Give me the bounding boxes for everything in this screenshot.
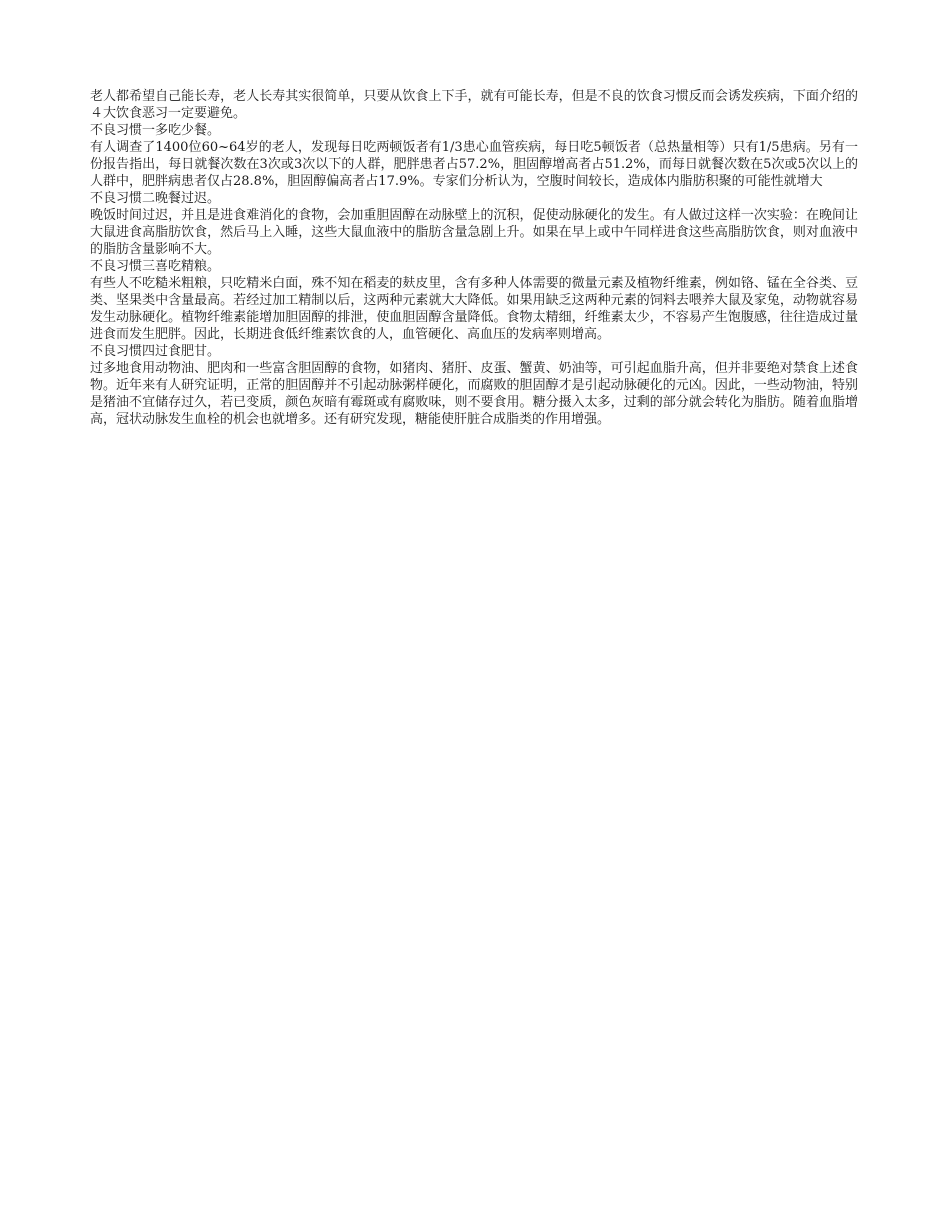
habit-2-heading: 不良习惯二晚餐过迟。 (90, 191, 221, 206)
document-body (90, 88, 858, 428)
habit-4-paragraph: 过多地食用动物油、肥肉和一些富含胆固醇的食物，如猪肉、猪肝、皮蛋、蟹黄、奶油等，可引起血脂升高，但并非要绝对禁食上述食物。近年来有人研究证明，正常的胆固醇并不引起动脉粥样硬化，而腐败的胆固醇才是引起动脉硬化的元凶。因此，一些动物油，特别是猪油不宜储存过久，若已变质，颜色灰暗有霉斑或有腐败味，则不要食用。糖分摄入太多，过剩的部分就会转化为脂肪。随着血脂增高，冠状动脉发生血栓的机会也就增多。还有研究发现，糖能使肝脏合成脂类的作用增强。 (90, 361, 858, 427)
habit-4-heading: 不良习惯四过食肥甘。 (90, 344, 221, 359)
habit-3-paragraph: 有些人不吃糙米粗粮，只吃精米白面，殊不知在稻麦的麸皮里，含有多种人体需要的微量元素及植物纤维素，例如铬、锰在全谷类、豆类、坚果类中含量最高。若经过加工精制以后，这两种元素就大大降低。如果用缺乏这两种元素的饲料去喂养大鼠及家兔，动物就容易发生动脉硬化。植物纤维素能增加胆固醇的排泄，使血胆固醇含量降低。食物太精细，纤维素太少，不容易产生饱腹感，往往造成过量进食而发生肥胖。因此，长期进食低纤维素饮食的人，血管硬化、高血压的发病率则增高。 (90, 276, 858, 342)
intro-paragraph: 老人都希望自己能长寿，老人长寿其实很简单，只要从饮食上下手，就有可能长寿，但是不良的饮食习惯反而会诱发疾病，下面介绍的４大饮食恶习一定要避免。 (90, 89, 858, 121)
habit-2-paragraph: 晚饭时间过迟，并且是进食难消化的食物，会加重胆固醇在动脉壁上的沉积，促使动脉硬化的发生。有人做过这样一次实验：在晚间让大鼠进食高脂肪饮食，然后马上入睡，这些大鼠血液中的脂肪含量急剧上升。如果在早上或中午同样进食这些高脂肪饮食，则对血液中的脂肪含量影响不大。 (90, 208, 858, 257)
habit-1-paragraph: 有人调查了1400位60~64岁的老人，发现每日吃两顿饭者有1/3患心血管疾病，每日吃5顿饭者（总热量相等）只有1/5患病。另有一份报告指出，每日就餐次数在3次或3次以下的人群，肥胖患者占57.2%，胆固醇增高者占51.2%，而每日就餐次数在5次或5次以上的人群中，肥胖病患者仅占28.8%，胆固醇偏高者占17.9%。专家们分析认为，空腹时间较长，造成体内脂肪积聚的可能性就增大 (90, 140, 858, 189)
habit-3-heading: 不良习惯三喜吃精粮。 (90, 259, 221, 274)
habit-1-heading: 不良习惯一多吃少餐。 (90, 123, 221, 138)
